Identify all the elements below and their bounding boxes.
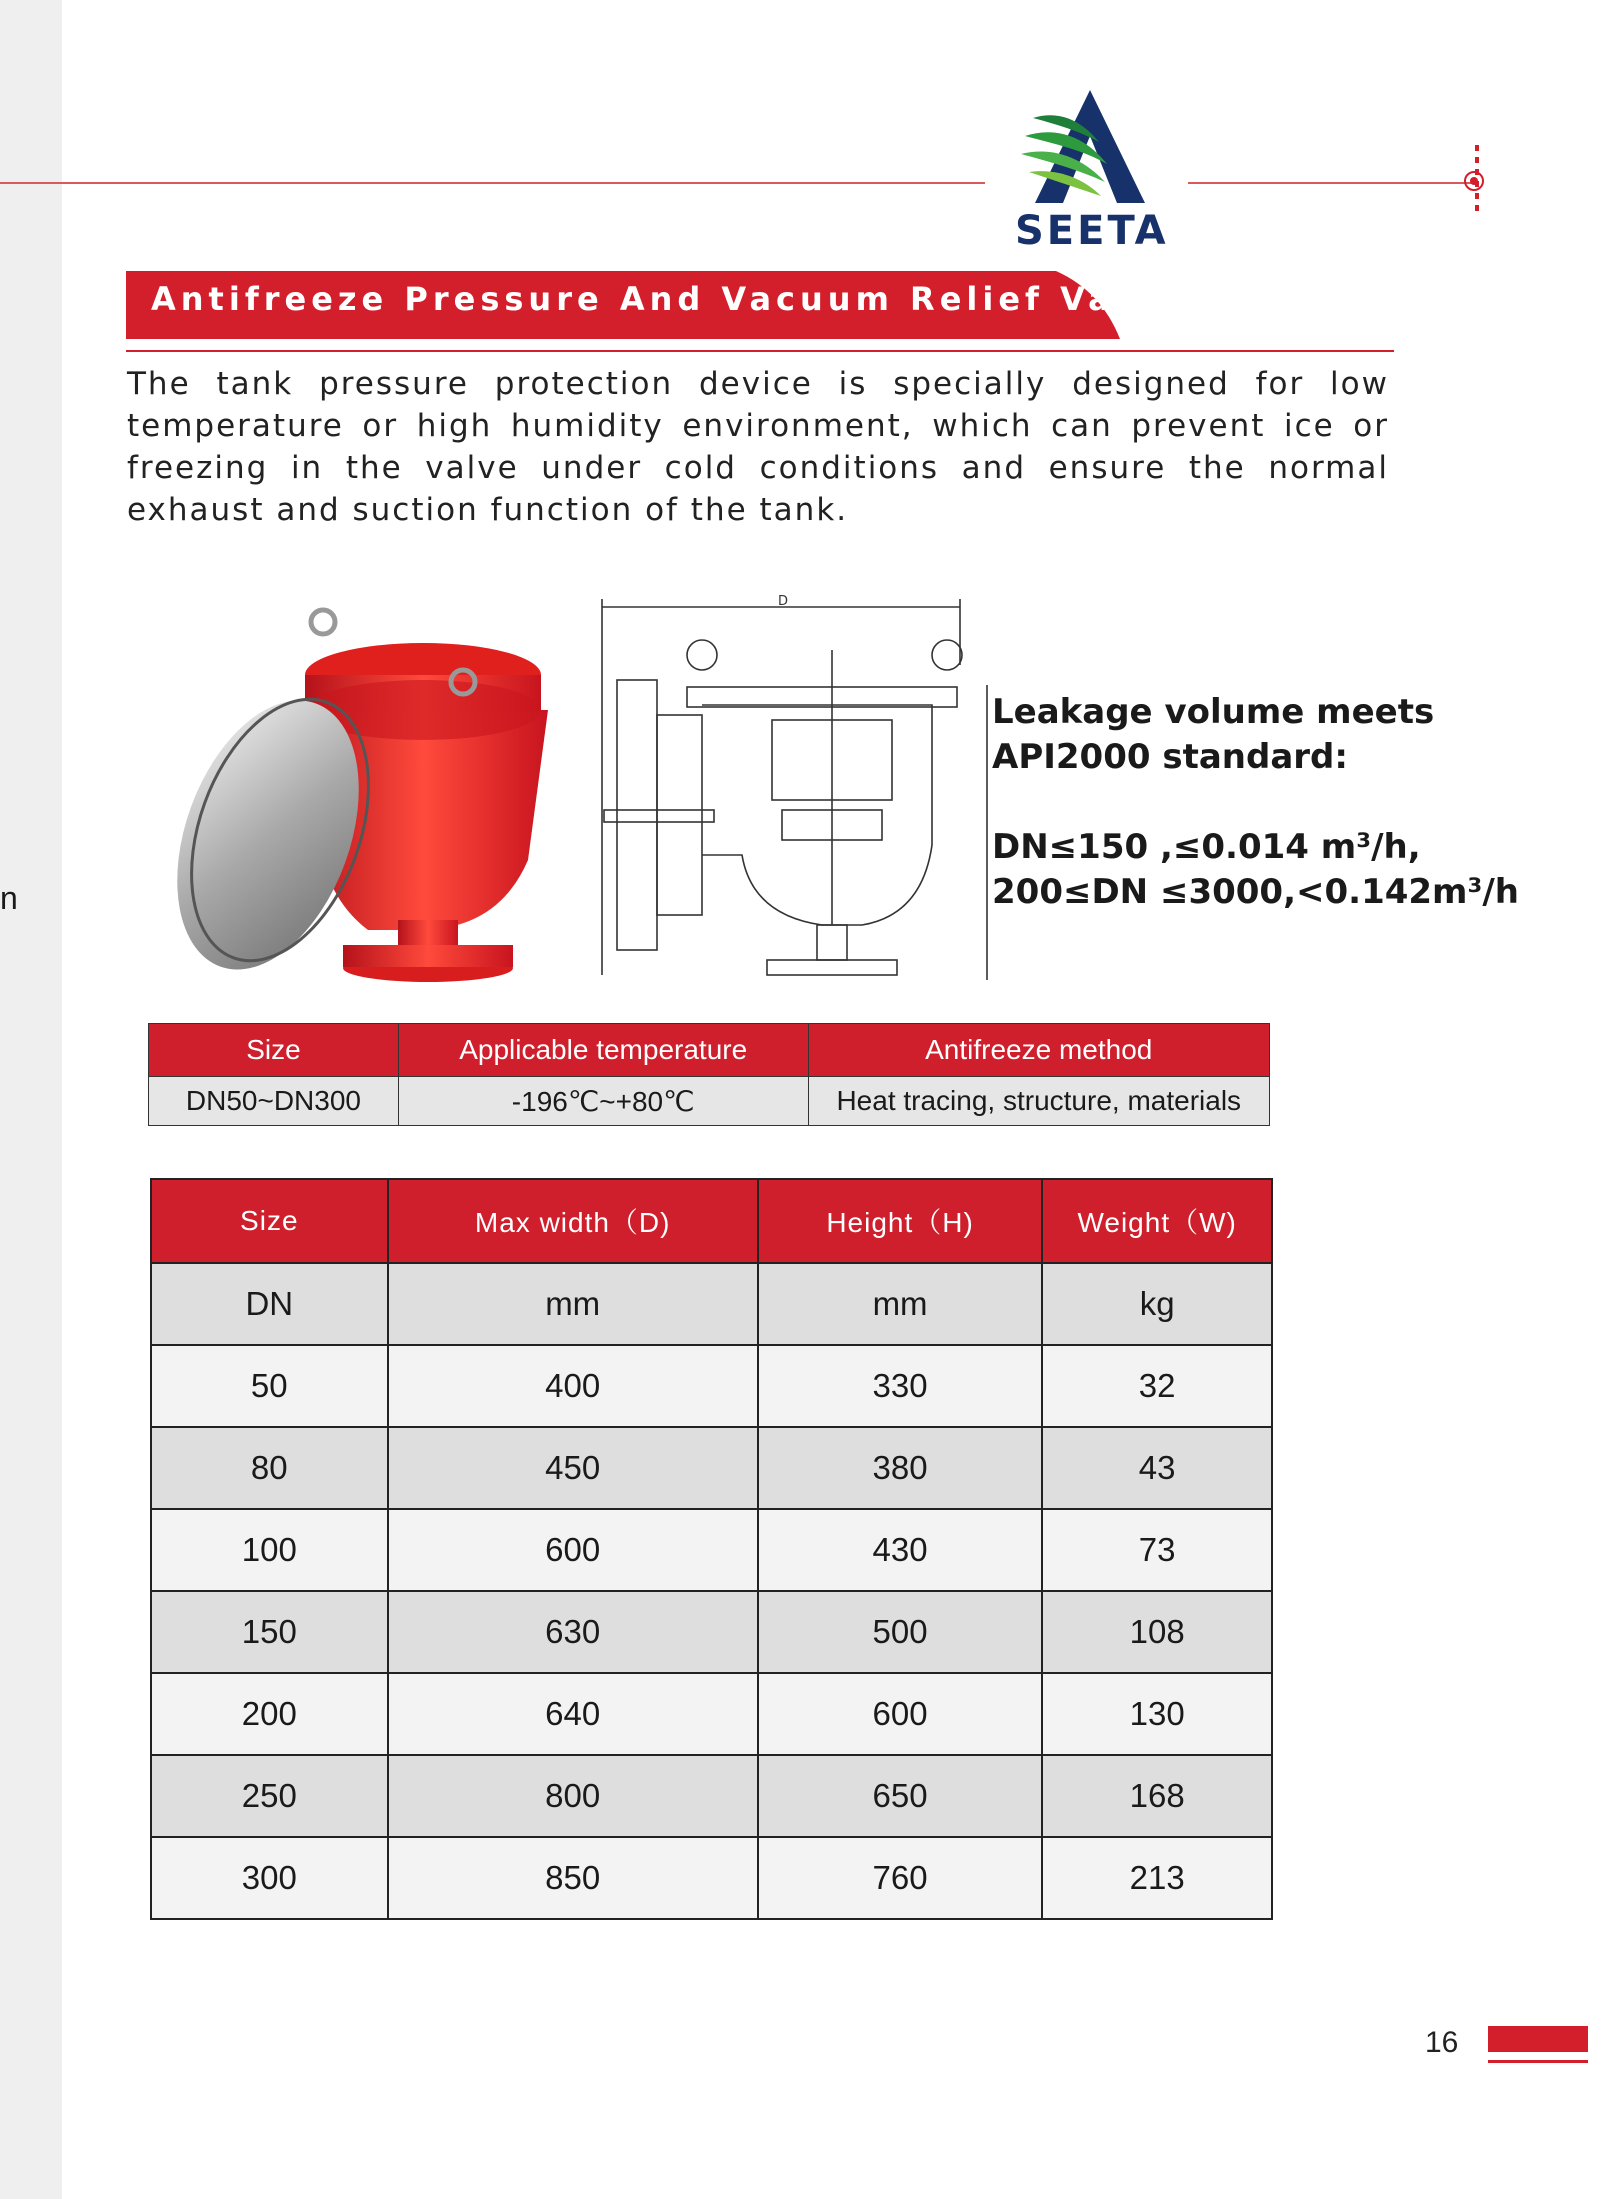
product-description: The tank pressure protection device is specially designed for low temperature or high humidity environment, which can prevent ice or freezing in the valve under cold conditions and ensure the normal exhaust and suction function of the tank.: [127, 366, 1389, 528]
units-row: [151, 1263, 1272, 1345]
dimensions-table: [150, 1178, 1273, 1920]
spec-header-temperature: Applicable temperature: [398, 1024, 808, 1077]
cell-weight: 130: [1042, 1673, 1272, 1755]
left-margin-strip: [0, 0, 62, 2199]
dim-header-width: Max width（D): [388, 1179, 758, 1263]
logo-text: SEETA: [1015, 208, 1169, 254]
dim-header-size: Size: [151, 1179, 388, 1263]
spec-table: [148, 1023, 1270, 1126]
table-row: [151, 1837, 1272, 1919]
cell-width: 630: [388, 1591, 758, 1673]
spec-table-header: [149, 1024, 1270, 1077]
cell-size: 150: [151, 1591, 388, 1673]
spec-temperature-value: -196℃~+80℃: [398, 1077, 808, 1126]
table-row: [151, 1509, 1272, 1591]
spec-header-size: Size: [149, 1024, 399, 1077]
dim-header-height: Height（H): [758, 1179, 1043, 1263]
target-icon: [1464, 171, 1484, 191]
dim-table-header: [151, 1179, 1272, 1263]
leakage-spec: [992, 690, 1519, 915]
page-title: Antifreeze Pressure And Vacuum Relief Valve: [151, 280, 1184, 318]
table-row: [149, 1077, 1270, 1126]
cell-width: 640: [388, 1673, 758, 1755]
leakage-line-1: Leakage volume meets: [992, 692, 1435, 732]
cell-size: 250: [151, 1755, 388, 1837]
valve-technical-drawing: [592, 595, 992, 990]
dimension-label: D: [778, 595, 789, 609]
seeta-logo: [1015, 88, 1169, 254]
page-number: 16: [1425, 2026, 1459, 2059]
dim-header-weight: Weight（W): [1042, 1179, 1272, 1263]
page-number-bar: [1488, 2026, 1588, 2052]
cell-width: 400: [388, 1345, 758, 1427]
table-row: [151, 1591, 1272, 1673]
cell-height: 600: [758, 1673, 1043, 1755]
cell-height: 500: [758, 1591, 1043, 1673]
cell-weight: 43: [1042, 1427, 1272, 1509]
cell-height: 760: [758, 1837, 1043, 1919]
logo-mark-icon: [1015, 88, 1165, 208]
unit-weight: kg: [1042, 1263, 1272, 1345]
cell-width: 450: [388, 1427, 758, 1509]
cell-weight: 168: [1042, 1755, 1272, 1837]
cell-height: 380: [758, 1427, 1043, 1509]
unit-height: mm: [758, 1263, 1043, 1345]
unit-size: DN: [151, 1263, 388, 1345]
cell-size: 200: [151, 1673, 388, 1755]
spec-size-value: DN50~DN300: [149, 1077, 399, 1126]
page-number-underline: [1488, 2060, 1588, 2063]
cell-height: 330: [758, 1345, 1043, 1427]
cell-size: 100: [151, 1509, 388, 1591]
table-row: [151, 1345, 1272, 1427]
header-rule-left: [0, 182, 985, 184]
title-underline: [126, 350, 1394, 352]
valve-product-photo: [168, 600, 560, 985]
leakage-line-2: API2000 standard:: [992, 737, 1348, 777]
spec-header-antifreeze: Antifreeze method: [808, 1024, 1269, 1077]
cell-width: 800: [388, 1755, 758, 1837]
table-row: [151, 1673, 1272, 1755]
cell-height: 430: [758, 1509, 1043, 1591]
table-row: [151, 1427, 1272, 1509]
cell-width: 850: [388, 1837, 758, 1919]
leakage-line-3: DN≤150 ,≤0.014 m³/h,: [992, 827, 1421, 867]
header-rule-right: [1188, 182, 1473, 184]
cell-weight: 213: [1042, 1837, 1272, 1919]
cell-width: 600: [388, 1509, 758, 1591]
cell-size: 80: [151, 1427, 388, 1509]
cell-weight: 73: [1042, 1509, 1272, 1591]
cell-size: 300: [151, 1837, 388, 1919]
cell-weight: 108: [1042, 1591, 1272, 1673]
cell-size: 50: [151, 1345, 388, 1427]
table-row: [151, 1755, 1272, 1837]
leakage-line-4: 200≤DN ≤3000,<0.142m³/h: [992, 872, 1519, 912]
unit-width: mm: [388, 1263, 758, 1345]
cell-weight: 32: [1042, 1345, 1272, 1427]
left-margin-char: n: [0, 880, 18, 916]
cell-height: 650: [758, 1755, 1043, 1837]
spec-antifreeze-value: Heat tracing, structure, materials: [808, 1077, 1269, 1126]
